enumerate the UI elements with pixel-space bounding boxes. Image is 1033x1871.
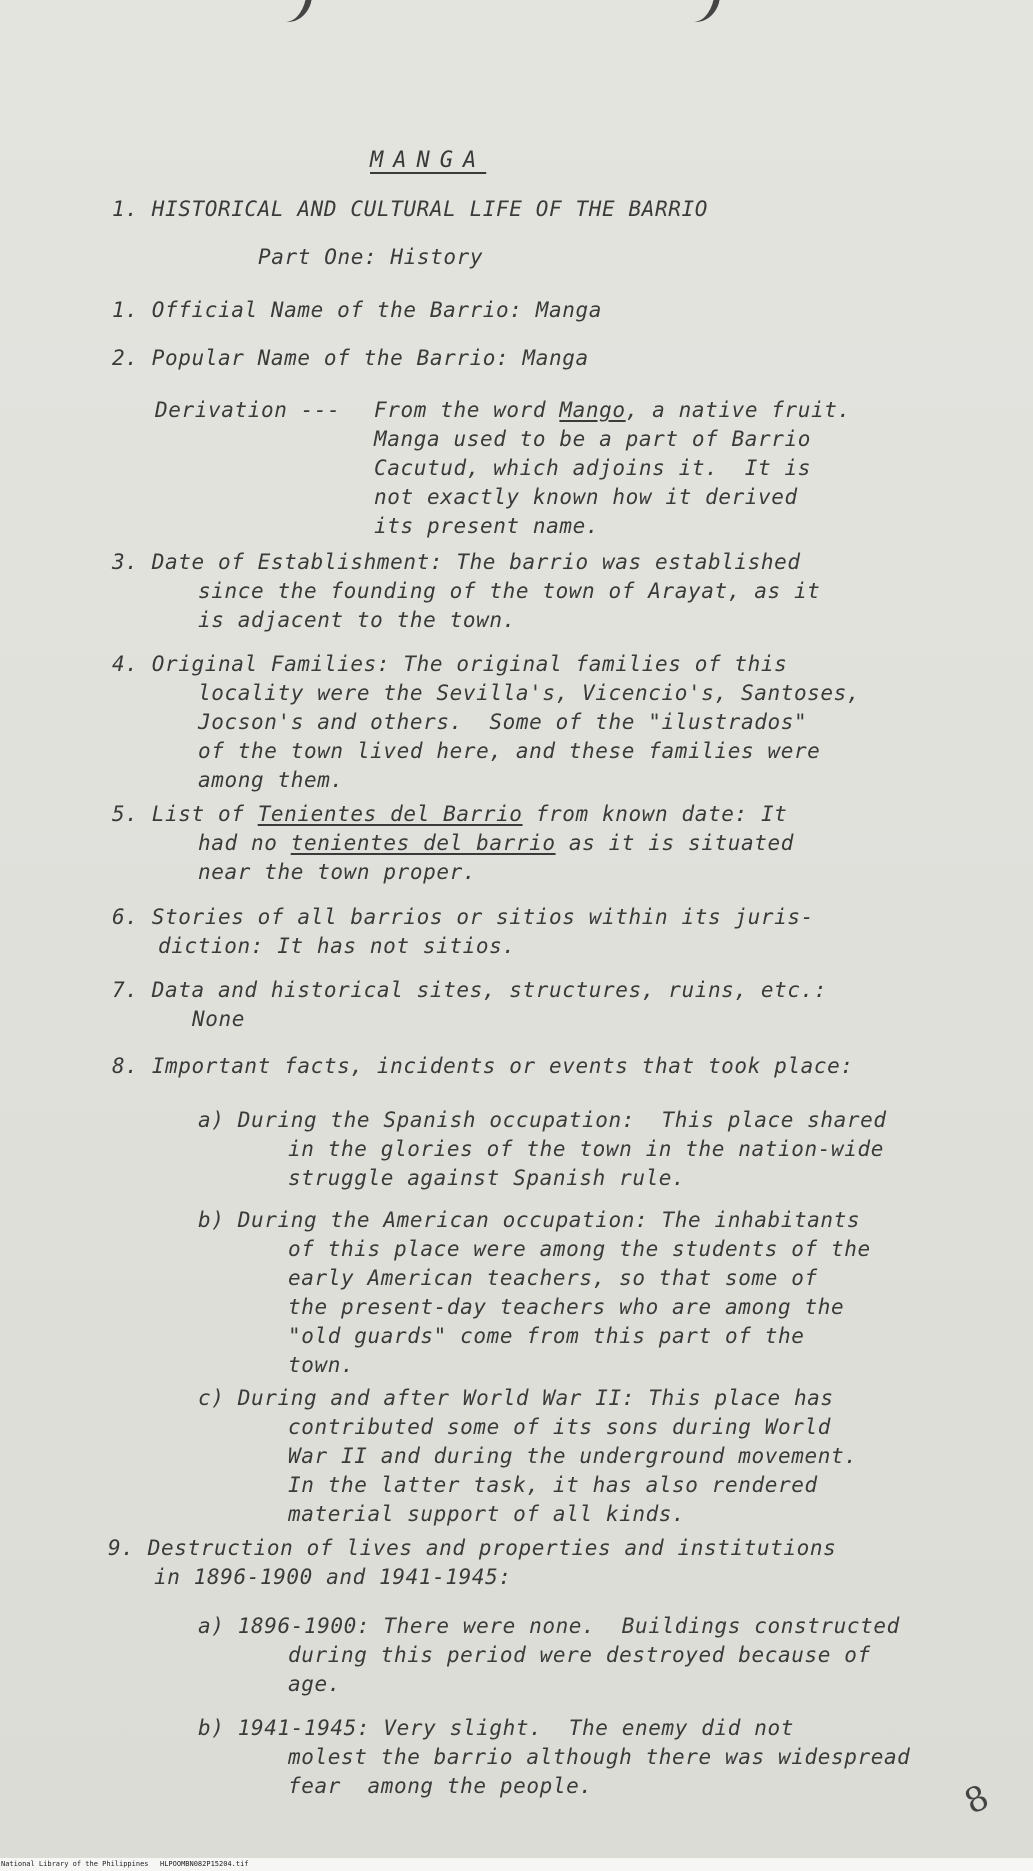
item-9a-line: a) 1896-1900: There were none. Buildings constructed [198, 1614, 900, 1638]
item-5-line: near the town proper. [198, 860, 477, 884]
item-8b-line: town. [288, 1353, 355, 1377]
item-8b-line: the present-day teachers who are among the [288, 1295, 845, 1319]
derivation-first-line: From the word Mango, a native fruit. [374, 398, 851, 422]
footer-filename: HLPOOMBN082P15204.tif [160, 1860, 249, 1868]
item-4-line: of the town lived here, and these families were [198, 739, 821, 763]
item-7-line: None [192, 1007, 245, 1031]
item-7-line: 7. Data and historical sites, structures, ruins, etc.: [112, 978, 828, 1002]
item-1: 1. Official Name of the Barrio: Manga [112, 298, 602, 322]
item-6-line: 6. Stories of all barrios or sitios within its juris- [112, 905, 814, 929]
item-9-line: in 1896-1900 and 1941-1945: [154, 1565, 512, 1589]
scan-footer [0, 1858, 1033, 1871]
item-8b-line: "old guards" come from this part of the [288, 1324, 805, 1348]
item-4-line: among them. [198, 768, 344, 792]
item-8c-line: c) During and after World War II: This place has [198, 1386, 834, 1410]
derivation-line: Cacutud, which adjoins it. It is [374, 456, 812, 480]
item-8b-line: early American teachers, so that some of [288, 1266, 818, 1290]
item-9-line: 9. Destruction of lives and properties and institutions [108, 1536, 837, 1560]
item-2: 2. Popular Name of the Barrio: Manga [112, 346, 589, 370]
item-8a-line: in the glories of the town in the nation-wide [288, 1137, 884, 1161]
item-9b-line: fear among the people. [288, 1774, 593, 1798]
item-9b-line: molest the barrio although there was widespread [288, 1745, 911, 1769]
item-9a-line: age. [288, 1672, 341, 1696]
item-5-line: 5. List of Tenientes del Barrio from known date: It [112, 802, 788, 826]
item-8a-line: a) During the Spanish occupation: This place shared [198, 1108, 887, 1132]
part-heading: Part One: History [258, 245, 484, 269]
item-8c-line: In the latter task, it has also rendered [288, 1473, 818, 1497]
item-3-line: 3. Date of Establishment: The barrio was established [112, 550, 801, 574]
item-3-line: since the founding of the town of Arayat, as it [198, 579, 821, 603]
footer-library: National Library of the Philippines [1, 1860, 149, 1868]
item-4-line: locality were the Sevilla's, Vicencio's, Santoses, [198, 681, 861, 705]
item-8: 8. Important facts, incidents or events that took place: [112, 1054, 854, 1078]
document-title: MANGA [370, 148, 487, 173]
derivation-line: Manga used to be a part of Barrio [374, 427, 812, 451]
item-4-line: 4. Original Families: The original families of this [112, 652, 788, 676]
page-number-mark: 8 [958, 1777, 996, 1823]
item-5-line: had no tenientes del barrio as it is situated [198, 831, 794, 855]
item-8c-line: contributed some of its sons during World [288, 1415, 831, 1439]
item-8c-line: War II and during the underground movement. [288, 1444, 858, 1468]
binding-hole-left [263, 0, 317, 26]
derivation-label: Derivation --- [155, 398, 341, 422]
item-6-line: diction: It has not sitios. [158, 934, 516, 958]
item-9b-line: b) 1941-1945: Very slight. The enemy did not [198, 1716, 794, 1740]
item-8b-line: of this place were among the students of the [288, 1237, 871, 1261]
item-9a-line: during this period were destroyed because of [288, 1643, 871, 1667]
derivation-line: its present name. [374, 514, 600, 538]
item-3-line: is adjacent to the town. [198, 608, 516, 632]
section-heading: 1. HISTORICAL AND CULTURAL LIFE OF THE BARRIO [112, 197, 708, 221]
item-8c-line: material support of all kinds. [288, 1502, 686, 1526]
binding-hole-right [671, 0, 725, 26]
item-8a-line: struggle against Spanish rule. [288, 1166, 686, 1190]
item-4-line: Jocson's and others. Some of the "ilustrados" [198, 710, 808, 734]
item-8b-line: b) During the American occupation: The inhabitants [198, 1208, 861, 1232]
derivation-line: not exactly known how it derived [374, 485, 798, 509]
